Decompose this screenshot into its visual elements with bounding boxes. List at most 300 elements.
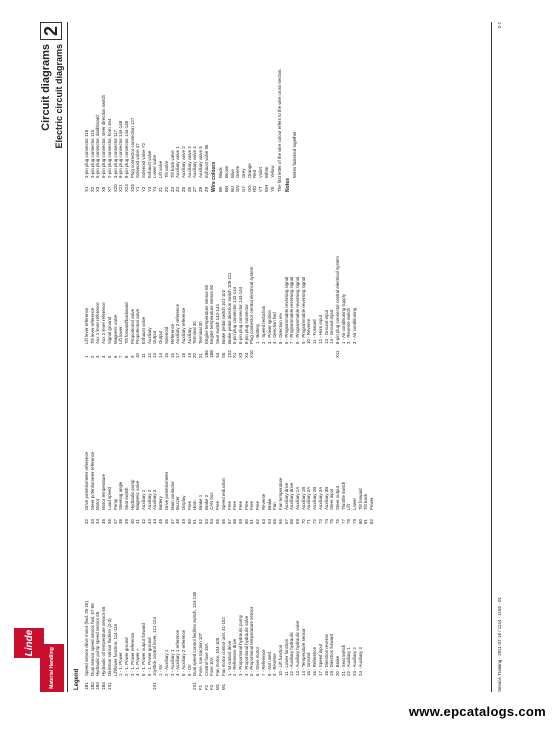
legend-description: 10 - Lift function: [277, 644, 283, 676]
legend-code: 74: [323, 519, 329, 524]
note-description: Wires fastened together: [291, 131, 297, 178]
legend-description: Buzzer: [175, 496, 181, 510]
legend-description: Proportional valve: [129, 308, 135, 344]
legend-description: Throttle switch: [340, 481, 346, 510]
legend-description: 8 - Not used: [266, 652, 272, 676]
legend-description: 6-pin plug connector, steer direction switch: [101, 95, 107, 178]
legend-code: 32: [84, 519, 89, 524]
legend-description: Power: [369, 497, 375, 510]
legend-description: Lift valve: [158, 160, 164, 178]
legend-code: X3: [95, 186, 101, 192]
legend-description: 7 - Reference: [260, 649, 266, 676]
legend-description: Auxiliary: [186, 327, 192, 344]
legend-description: Auxiliary valve 1: [175, 146, 181, 178]
legend-code: 61: [249, 519, 255, 524]
legend-code: 14: [158, 353, 164, 358]
legend-description: 6 - 1. Power ground: [146, 637, 152, 676]
legend-code: Z8: [198, 186, 204, 192]
legend-row: [204, 42, 210, 192]
legend-description: Brake pedal direction switch 105-111: [226, 272, 232, 344]
legend-code: 2: [89, 355, 95, 358]
wire-colour-description: Brown: [223, 165, 229, 178]
legend-description: Exhaust valve: [141, 316, 147, 344]
legend-description: Auxiliary drive: [289, 482, 295, 510]
legend-code: X3: [237, 352, 243, 358]
legend-code: 69: [295, 519, 301, 524]
wire-colour-code: WH: [263, 184, 269, 192]
watermark: www.epcatalogs.com: [408, 704, 546, 719]
legend-description: 8-pin plug connector 144-148: [123, 120, 129, 178]
legend-description: 4 - 1. Power +: [135, 648, 141, 676]
legend-description: Free: [215, 500, 221, 510]
legend-description: 2 - Reverse switch: [346, 307, 352, 344]
legend-description: Auxiliary 2 reference: [175, 303, 181, 344]
footer-text: Service Training - 2011-07-18 / 1144 - 1165 - 01: [497, 596, 502, 692]
legend-code: 1S1: [106, 682, 112, 690]
legend-description: 3 - Proportional hydraulic pump: [237, 614, 243, 676]
legend-code: 41: [135, 519, 141, 524]
legend-code: 48: [175, 519, 181, 524]
legend-code: 82: [369, 519, 375, 524]
legend-code: Z7: [192, 186, 198, 192]
legend-description: Joystick control lever, 121-124: [152, 616, 158, 676]
legend-code: 70: [300, 519, 306, 524]
legend-code: 1S1: [152, 682, 158, 690]
legend-code: F3: [209, 684, 215, 690]
legend-code: 52: [198, 519, 204, 524]
legend-description: Load speed: [106, 487, 112, 510]
legend-description: Auxiliary valve 4: [192, 146, 198, 178]
legend-description: 2 - Reference drive: [232, 638, 238, 676]
legend-description: 3-pin plug connector 119: [89, 129, 95, 178]
legend-description: 1 - 5V: [158, 664, 164, 676]
legend-description: 10 - Reverse: [306, 318, 312, 344]
legend-description: 7 - Programmable reversing signal: [289, 276, 295, 344]
legend-description: Engine temperature sensor 60: [203, 284, 209, 344]
legend-description: Auxiliary reference: [180, 307, 186, 344]
legend-description: Proportional valve: [135, 308, 141, 344]
legend-description: Plug connector connection 127: [129, 117, 135, 178]
legend-description: 16 - Reference: [312, 646, 318, 676]
legend-code: 19: [186, 353, 192, 358]
legend-description: 11 - Forward: [312, 319, 318, 344]
wire-colour-code: VT: [258, 186, 264, 192]
legend-description: Hydraulic pump: [129, 479, 135, 510]
legend-description: Tilt back: [363, 493, 369, 510]
legend-code: 4: [101, 355, 107, 358]
legend-code: X7: [106, 186, 112, 192]
legend-code: 51: [192, 519, 198, 524]
legend-description: Display: [180, 495, 186, 510]
wire-colour-code: GY: [240, 185, 246, 192]
legend-description: 8-pin plug connector 144-148: [118, 120, 124, 178]
legend-code: 5: [106, 355, 112, 358]
legend-description: Horn: [192, 500, 198, 510]
rotated-sheet: [40, 22, 510, 692]
legend-code: M1: [215, 683, 221, 690]
legend-description: Speed reduction: [220, 478, 226, 510]
legend-description: Auxiliary 2B: [312, 486, 318, 510]
legend-description: Free: [237, 500, 243, 510]
legend-description: 17 - Speed input: [317, 643, 323, 676]
legend-code: M1: [220, 683, 226, 690]
brand-label: Material Handling: [49, 647, 55, 689]
legend-code: 36: [106, 519, 112, 524]
legend-description: Speed sensor drive motor (fwd. 25-26): [84, 601, 89, 676]
legend-description: Steer potentiometer reference: [89, 451, 95, 510]
legend-code: Y1: [135, 186, 141, 192]
linde-logo: [14, 628, 44, 658]
legend-column-4: [84, 42, 297, 192]
legend-description: 24 - Auxiliary 3: [357, 647, 363, 676]
legend-description: Seat switch: [123, 487, 129, 510]
legend-description: 18 - Direction reverse: [323, 634, 329, 676]
legend-code: 71: [306, 519, 312, 524]
legend-description: Steer output: [334, 486, 340, 510]
legend-code: 79: [352, 519, 358, 524]
page-header: [40, 22, 80, 692]
legend-description: 15 - Ground: [306, 652, 312, 676]
legend-description: Terminal 30: [198, 321, 204, 344]
legend-description: Lower: [352, 498, 358, 510]
legend-description: Aux 1 lever reference: [95, 302, 101, 344]
legend-description: 21 - Seat switch: [340, 644, 346, 676]
legend-code: 44: [152, 519, 158, 524]
legend-description: Brake: [266, 498, 272, 510]
legend-code: 58: [232, 519, 238, 524]
legend-description: Reference: [169, 323, 175, 344]
legend-description: Fan motor control unit, 41-102: [220, 617, 226, 676]
wire-colour-description: Orange: [246, 163, 252, 178]
legend-code: 56: [220, 519, 226, 524]
legend-description: Seat switch 143-144: [215, 304, 221, 344]
legend-description: Solenoid: [163, 326, 169, 344]
legend-description: Terminal 30: [192, 321, 198, 344]
wire-colour-code: BK: [218, 186, 224, 192]
legend-description: Drive potentiometer: [163, 471, 169, 510]
legend-description: Free: [255, 500, 261, 510]
legend-description: Solenoid valve Y2: [141, 142, 147, 178]
legend-code: 35: [101, 519, 107, 524]
legend-code: 1B6: [203, 350, 209, 358]
legend-description: 6-pin plug connector 143-144: [237, 286, 243, 344]
legend-code: 38: [118, 519, 124, 524]
legend-columns: [84, 22, 484, 692]
legend-code: 54: [209, 519, 215, 524]
legend-description: 6 - Drive motor: [255, 646, 261, 676]
legend-description: Free: [249, 500, 255, 510]
legend-code: Z5: [180, 186, 186, 192]
legend-description: Lift lever reference: [84, 307, 89, 344]
legend-code: Z6: [186, 186, 192, 192]
legend-description: 9 - Reverse: [272, 653, 278, 676]
legend-code: 12: [146, 353, 152, 358]
legend-code: 42: [141, 519, 147, 524]
legend-code: 60: [243, 519, 249, 524]
legend-code: X1: [232, 352, 238, 358]
legend-code: 17: [175, 353, 181, 358]
legend-code: [352, 344, 358, 358]
legend-description: 8-pin plug connector central electrical system: [334, 256, 340, 344]
legend-code: 1B1: [84, 682, 89, 690]
legend-description: Auxiliary valve 3: [186, 146, 192, 178]
legend-code: 43: [146, 519, 152, 524]
legend-description: 12 - Auxiliary hydraulic: [289, 632, 295, 676]
legend-description: Lift lower: [118, 326, 124, 344]
legend-description: Fan temperature: [277, 477, 283, 510]
legend-description: 1 - Battery: [255, 323, 261, 344]
legend-code: Z2: [163, 186, 169, 192]
legend-description: Signal ground: [106, 316, 112, 344]
legend-description: Hydraulic oil temperature sensor 65: [101, 606, 107, 676]
legend-description: Output: [158, 330, 164, 344]
legend-code: 6: [112, 355, 118, 358]
legend-code: 78: [346, 519, 352, 524]
legend-description: 1 - Air conditioning supply: [340, 293, 346, 344]
legend-code: 18: [180, 353, 186, 358]
legend-heading: Legend: [74, 668, 80, 690]
legend-description: Magnetic valve: [135, 480, 141, 510]
legend-code: 65: [272, 519, 278, 524]
legend-code: 34: [95, 519, 101, 524]
legend-description: Aux 2 lever reference: [101, 302, 107, 344]
legend-code: 13: [152, 353, 158, 358]
legend-description: 12 - Horn input: [317, 314, 323, 344]
legend-code: Z4: [175, 186, 181, 192]
wire-colour-code: OG: [246, 185, 252, 192]
legend-description: 2 - Auxiliary 1: [163, 649, 169, 676]
wire-colour-description: Green: [235, 165, 241, 178]
legend-column-3: [84, 256, 358, 358]
legend-description: 9 - Programmable reversing signal: [300, 276, 306, 344]
legend-code: X10: [249, 350, 255, 358]
legend-description: 3-pin plug connector 118: [84, 129, 89, 178]
legend-code: 3: [95, 355, 101, 358]
legend-description: 6-pin plug connector, dashboard: [95, 115, 101, 178]
legend-code: 10: [135, 353, 141, 358]
legend-description: Tilt valve: [163, 160, 169, 178]
legend-code: 7: [118, 355, 124, 358]
legend-row: [369, 452, 375, 524]
notes-heading: Notes: [284, 178, 291, 192]
legend-description: 2 - 1. Power ground: [123, 637, 129, 676]
legend-description: Tilt forward/backward: [123, 302, 129, 344]
legend-description: 3 - Power ignition: [266, 310, 272, 344]
legend-description: Dual sensor speed sensor fwd. 67-68: [89, 603, 95, 676]
legend-column-2: [84, 452, 375, 524]
legend-description: 20 - Brake: [334, 655, 340, 676]
footer-divider: [491, 22, 492, 692]
legend-description: Hydraulic pump speed sensor 65: [95, 611, 101, 676]
legend-description: Steering angle: [118, 481, 124, 510]
legend-description: Brake pedal switch 101-102: [220, 289, 226, 344]
legend-code: X24: [123, 184, 129, 192]
legend-description: Direction sensor fwd/rev (2-3): [106, 618, 112, 676]
legend-code: Y3: [146, 186, 152, 192]
legend-code: 1B4: [101, 682, 107, 690]
legend-code: 59: [237, 519, 243, 524]
page-subtitle: Electric circuit diagrams: [54, 44, 64, 149]
legend-code: [358, 676, 364, 690]
legend-description: Brake 2: [203, 494, 209, 510]
wire-colour-row: [270, 42, 276, 192]
legend-code: 15: [163, 353, 169, 358]
legend-code: S5: [220, 352, 226, 358]
legend-code: 49: [180, 519, 186, 524]
legend-description: Free: [232, 500, 238, 510]
legend-description: Auxiliary 1A: [295, 486, 301, 510]
legend-description: Fuse 10A: [209, 657, 215, 676]
legend-description: 8 - Programmable reversing signal: [295, 276, 301, 344]
legend-code: Y4: [152, 186, 158, 192]
legend-code: 67: [283, 519, 289, 524]
legend-code: 1: [84, 355, 89, 358]
legend-description: 1 - M control drive: [226, 640, 232, 676]
legend-description: Main contactor: [169, 481, 175, 510]
legend-description: 14 - Ground input: [329, 309, 335, 344]
legend-code: 11: [141, 353, 147, 358]
legend-row: [352, 256, 358, 358]
legend-description: 6 - Programmable reversing signal: [283, 276, 289, 344]
legend-code: 33: [89, 519, 95, 524]
legend-code: 16: [169, 353, 175, 358]
legend-code: X1: [84, 186, 89, 192]
legend-description: CAN bus: [209, 492, 215, 510]
legend-description: 2 - Speed reduction: [260, 305, 266, 344]
legend-description: Lift: [346, 504, 352, 510]
legend-code: 50: [186, 519, 192, 524]
legend-description: Battery: [158, 496, 164, 510]
legend-description: 13 - Ground input: [323, 309, 329, 344]
legend-description: 3 - Air conditioning: [352, 307, 358, 344]
legend-code: 72: [312, 519, 318, 524]
wire-colour-code: YE: [269, 186, 275, 192]
legend-code: 76: [334, 519, 340, 524]
page-title: Circuit diagrams: [40, 44, 52, 131]
legend-code: S4: [215, 352, 221, 358]
wire-colours-heading: Wire colours: [211, 161, 218, 192]
legend-code: 39: [123, 519, 129, 524]
legend-description: 4 - Proportional hydraulic valve: [243, 615, 249, 676]
note-row: [292, 42, 298, 192]
legend-code: 47: [169, 519, 175, 524]
legend-code: 66: [277, 519, 283, 524]
legend-code: 63: [260, 519, 266, 524]
legend-code: 62: [255, 519, 261, 524]
legend-description: Auxiliary valve 5: [198, 146, 204, 178]
legend-description: Exhaust valve: [146, 150, 152, 178]
legend-description: Lift/lower function, 114-116: [112, 623, 118, 676]
legend-code: X2: [89, 186, 95, 192]
legend-description: 4 - Direction fwd: [272, 312, 278, 344]
legend-description: 5 - Auxiliary 2 reference: [180, 629, 186, 676]
legend-code: X4: [243, 352, 249, 358]
chapter-number: 2: [40, 22, 62, 40]
legend-code: 77: [340, 519, 346, 524]
wire-colour-description: Black: [218, 167, 224, 178]
legend-description: Auxiliary 3: [152, 489, 158, 510]
legend-code: 1B2: [89, 682, 95, 690]
legend-description: Auxiliary 3B: [323, 486, 329, 510]
legend-description: Magnetic valve: [112, 314, 118, 344]
legend-description: 5 - 1. Power output forward: [141, 623, 147, 676]
legend-description: 3 - Auxiliary 1: [169, 649, 175, 676]
legend-description: 4 - Auxiliary 1 reference: [175, 629, 181, 676]
legend-description: Exhaust valve 96: [203, 144, 209, 178]
legend-code: 9: [129, 355, 135, 358]
legend-code: 1S2: [226, 350, 232, 358]
legend-description: Steer input: [329, 488, 335, 510]
legend-code: 45: [158, 519, 164, 524]
legend-code: X25: [129, 184, 135, 192]
wire-colour-description: Yellow: [269, 165, 275, 178]
wire-colour-description: Grey: [240, 168, 246, 178]
legend-description: 2-pin plug connector, horn 154: [106, 118, 112, 178]
legend-code: 53: [203, 519, 209, 524]
legend-description: Fan: [272, 502, 278, 510]
legend-description: Auxiliary 3A: [317, 486, 323, 510]
legend-description: 1 - 1. Power: [118, 652, 124, 676]
legend-description: Tilt lever reference: [89, 307, 95, 344]
legend-description: Dual speed control fwd/rev switch, 134-138: [192, 592, 198, 676]
legend-code: 2S1: [192, 682, 198, 690]
page-number: 2-7: [497, 22, 502, 29]
legend-code: 73: [317, 519, 323, 524]
legend-description: Brake 1: [198, 494, 204, 510]
title-block: [40, 44, 64, 149]
legend-code: 1B3: [95, 682, 101, 690]
legend-code: F1: [198, 684, 204, 690]
legend-description: 5 - Direction rev: [277, 313, 283, 344]
legend-code: 64: [266, 519, 272, 524]
legend-code: Z1: [158, 186, 164, 192]
legend-description: Fuse, tow traction 107: [198, 632, 204, 676]
legend-description: 22 - Auxiliary 1: [346, 647, 352, 676]
legend-description: 23 - Auxiliary 2: [352, 647, 358, 676]
legend-description: Auxiliary valve 2: [180, 146, 186, 178]
legend-description: Free: [243, 500, 249, 510]
legend-description: Solenoid valve 47: [135, 143, 141, 178]
legend-code: 21: [198, 353, 204, 358]
legend-description: 3-pin plug connector 117: [112, 129, 118, 178]
legend-code: X11: [334, 350, 340, 358]
legend-description: Lower valve: [152, 154, 158, 178]
header-divider: [67, 22, 68, 692]
legend-row: [358, 592, 364, 690]
legend-description: Auxiliary 2: [146, 489, 152, 510]
legend-description: Auxiliary 1: [141, 489, 147, 510]
legend-description: Auxiliary: [146, 327, 152, 344]
logo-text: Linde: [23, 629, 35, 657]
legend-description: Free: [186, 500, 192, 510]
legend-description: 3 - 1. Power reference: [129, 632, 135, 676]
legend-description: Plug connector central electrical system: [249, 266, 255, 344]
legend-description: Motor temperature: [101, 473, 107, 510]
legend-description: Auxiliary 1B: [300, 486, 306, 510]
legend-description: 6 - 0V: [186, 664, 192, 676]
legend-description: Free: [226, 500, 232, 510]
wire-colour-code: RD: [252, 185, 258, 192]
legend-description: Motor: [95, 498, 101, 510]
legend-description: 6-pin plug connector 143-144: [232, 286, 238, 344]
legend-description: 11 - Lower function: [283, 638, 289, 676]
legend-code: 20: [192, 353, 198, 358]
legend-code: Y2: [141, 186, 147, 192]
legend-description: Reverse: [260, 493, 266, 510]
legend-code: 40: [129, 519, 135, 524]
legend-description: 8-pin plug connector: [243, 304, 249, 344]
legend-description: 19 - Direction forward: [329, 634, 335, 676]
